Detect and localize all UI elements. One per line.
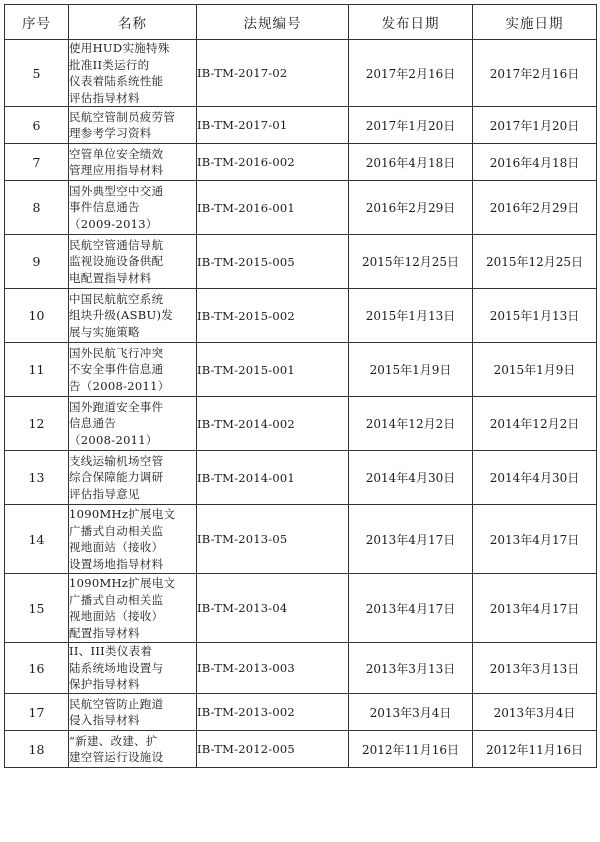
table-row: [5, 574, 597, 643]
row-index: 18: [5, 731, 69, 768]
row-code: IB-TM-2013-002: [197, 694, 349, 731]
row-effective-date: 2013年4月17日: [473, 505, 597, 574]
row-publish-date: 2015年1月13日: [349, 289, 473, 343]
row-index: 13: [5, 451, 69, 505]
row-name: II、III类仪表着 陆系统场地设置与 保护指导材料: [69, 643, 197, 694]
table-row: [5, 694, 597, 731]
header-index: 序号: [5, 5, 69, 40]
row-code: IB-TM-2013-003: [197, 643, 349, 694]
row-effective-date: 2014年4月30日: [473, 451, 597, 505]
row-index: 12: [5, 397, 69, 451]
row-publish-date: 2013年4月17日: [349, 505, 473, 574]
row-index: 14: [5, 505, 69, 574]
table-row: [5, 181, 597, 235]
row-publish-date: 2014年12月2日: [349, 397, 473, 451]
row-name: “新建、改建、扩 建空管运行设施设: [69, 731, 197, 768]
row-index: 16: [5, 643, 69, 694]
table-row: [5, 107, 597, 144]
row-code: IB-TM-2017-02: [197, 40, 349, 107]
row-code: IB-TM-2016-002: [197, 144, 349, 181]
row-effective-date: 2013年3月4日: [473, 694, 597, 731]
row-publish-date: 2015年1月9日: [349, 343, 473, 397]
row-effective-date: 2015年1月13日: [473, 289, 597, 343]
row-index: 17: [5, 694, 69, 731]
row-index: 15: [5, 574, 69, 643]
row-index: 7: [5, 144, 69, 181]
table-row: [5, 731, 597, 768]
row-name: 国外民航飞行冲突 不安全事件信息通 告（2008-2011）: [69, 343, 197, 397]
row-code: IB-TM-2013-04: [197, 574, 349, 643]
row-name: 民航空管制员疲劳管 理参考学习资料: [69, 107, 197, 144]
row-code: IB-TM-2015-001: [197, 343, 349, 397]
table-row: [5, 343, 597, 397]
row-code: IB-TM-2013-05: [197, 505, 349, 574]
row-name: 支线运输机场空管 综合保障能力调研 评估指导意见: [69, 451, 197, 505]
row-effective-date: 2016年4月18日: [473, 144, 597, 181]
header-code: 法规编号: [197, 5, 349, 40]
row-code: IB-TM-2015-002: [197, 289, 349, 343]
row-effective-date: 2017年2月16日: [473, 40, 597, 107]
row-publish-date: 2013年3月4日: [349, 694, 473, 731]
row-code: IB-TM-2014-001: [197, 451, 349, 505]
row-code: IB-TM-2015-005: [197, 235, 349, 289]
row-index: 6: [5, 107, 69, 144]
row-code: IB-TM-2017-01: [197, 107, 349, 144]
table-header-row: [5, 5, 597, 40]
row-name: 空管单位安全绩效 管理应用指导材料: [69, 144, 197, 181]
row-effective-date: 2017年1月20日: [473, 107, 597, 144]
table-row: [5, 144, 597, 181]
table-row: [5, 397, 597, 451]
row-name: 民航空管防止跑道 侵入指导材料: [69, 694, 197, 731]
header-name: 名称: [69, 5, 197, 40]
row-name: 1090MHz扩展电文 广播式自动相关监 视地面站（接收） 配置指导材料: [69, 574, 197, 643]
header-publish-date: 发布日期: [349, 5, 473, 40]
table-row: [5, 643, 597, 694]
row-code: IB-TM-2012-005: [197, 731, 349, 768]
row-publish-date: 2016年4月18日: [349, 144, 473, 181]
header-effective-date: 实施日期: [473, 5, 597, 40]
row-index: 8: [5, 181, 69, 235]
row-name: 国外跑道安全事件 信息通告 （2008-2011）: [69, 397, 197, 451]
table-row: [5, 235, 597, 289]
row-publish-date: 2017年1月20日: [349, 107, 473, 144]
row-publish-date: 2015年12月25日: [349, 235, 473, 289]
row-publish-date: 2017年2月16日: [349, 40, 473, 107]
row-name: 中国民航航空系统 组块升级(ASBU)发 展与实施策略: [69, 289, 197, 343]
row-effective-date: 2016年2月29日: [473, 181, 597, 235]
table-row: [5, 40, 597, 107]
row-code: IB-TM-2016-001: [197, 181, 349, 235]
row-name: 1090MHz扩展电文 广播式自动相关监 视地面站（接收） 设置场地指导材料: [69, 505, 197, 574]
row-publish-date: 2013年4月17日: [349, 574, 473, 643]
row-publish-date: 2016年2月29日: [349, 181, 473, 235]
row-index: 10: [5, 289, 69, 343]
row-effective-date: 2013年3月13日: [473, 643, 597, 694]
row-index: 5: [5, 40, 69, 107]
row-effective-date: 2015年1月9日: [473, 343, 597, 397]
table-row: [5, 289, 597, 343]
table-row: [5, 505, 597, 574]
row-effective-date: 2014年12月2日: [473, 397, 597, 451]
row-effective-date: 2012年11月16日: [473, 731, 597, 768]
table-row: [5, 451, 597, 505]
row-publish-date: 2012年11月16日: [349, 731, 473, 768]
row-effective-date: 2013年4月17日: [473, 574, 597, 643]
row-effective-date: 2015年12月25日: [473, 235, 597, 289]
row-publish-date: 2014年4月30日: [349, 451, 473, 505]
row-name: 民航空管通信导航 监视设施设备供配 电配置指导材料: [69, 235, 197, 289]
regulations-table: [4, 4, 597, 768]
row-publish-date: 2013年3月13日: [349, 643, 473, 694]
row-name: 国外典型空中交通 事件信息通告 （2009-2013）: [69, 181, 197, 235]
row-index: 9: [5, 235, 69, 289]
row-name: 使用HUD实施特殊 批准II类运行的 仪表着陆系统性能 评估指导材料: [69, 40, 197, 107]
row-code: IB-TM-2014-002: [197, 397, 349, 451]
row-index: 11: [5, 343, 69, 397]
